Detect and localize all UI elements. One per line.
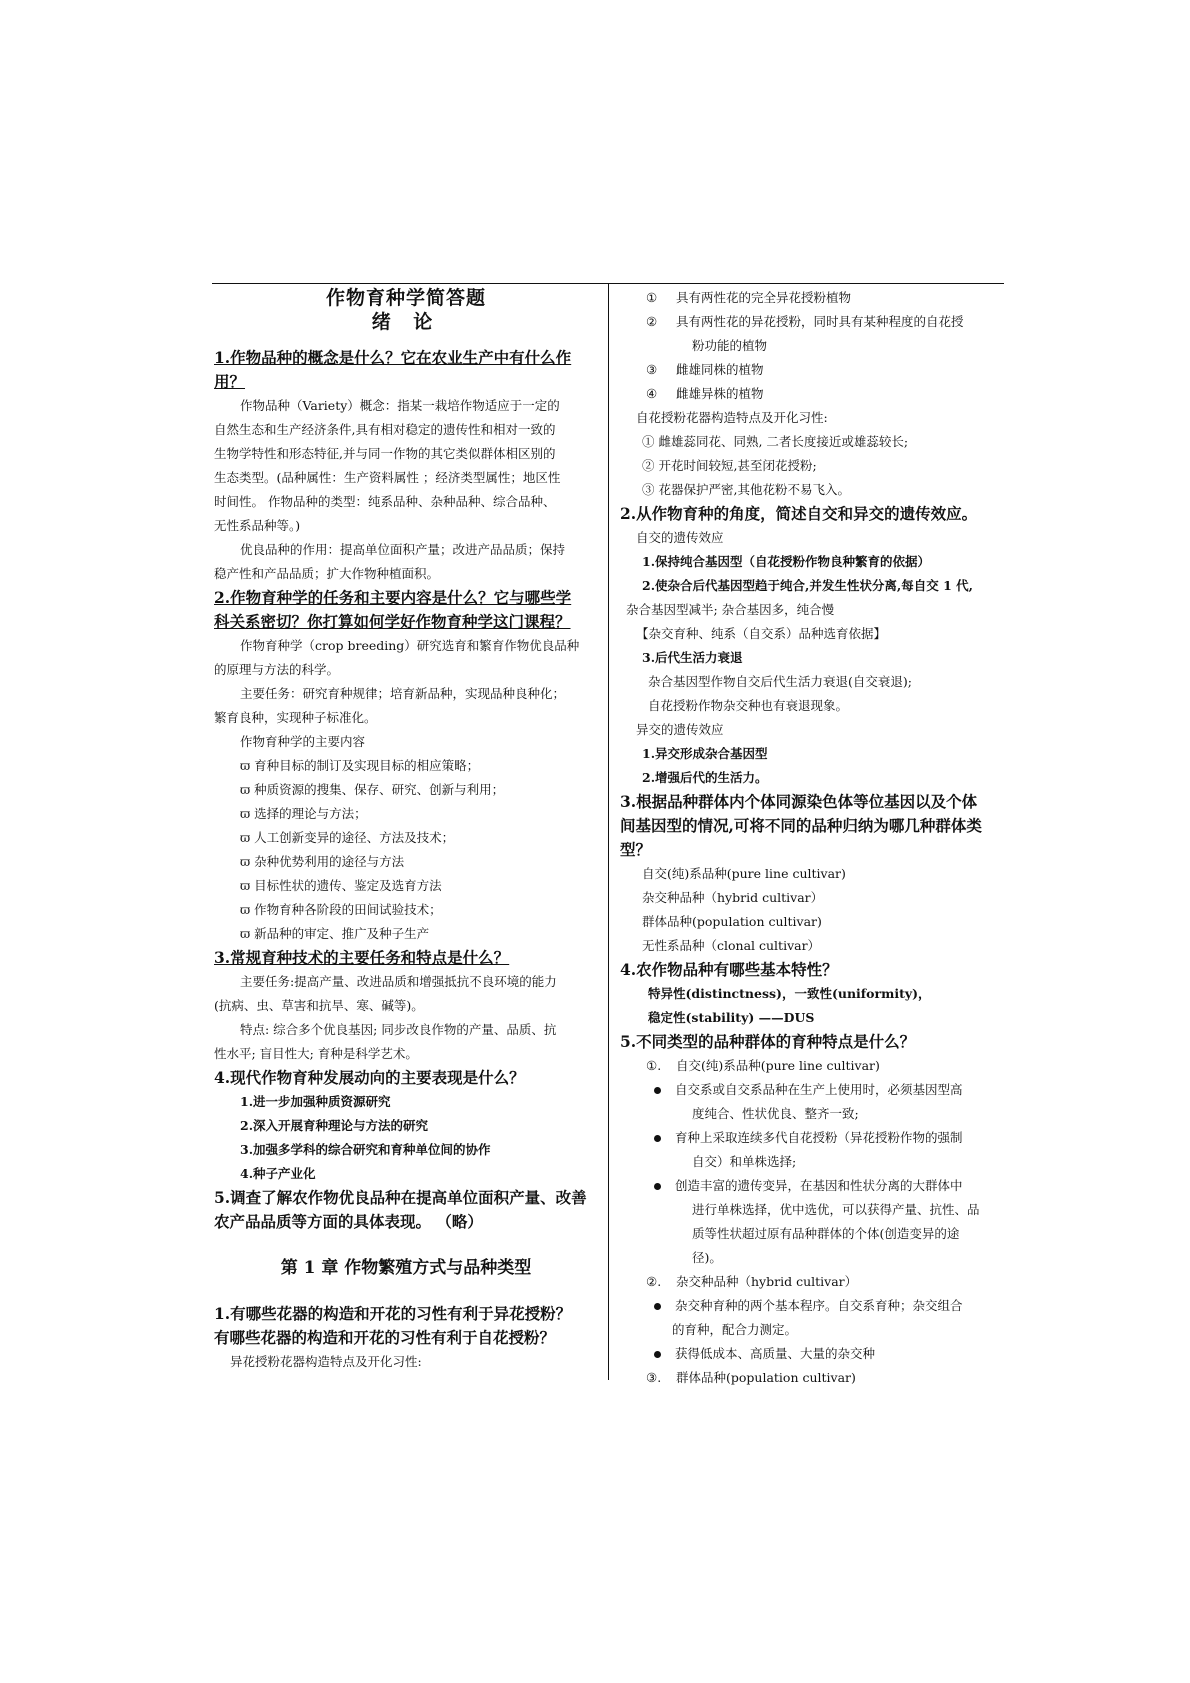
line-text: 2.深入开展育种理论与方法的研究	[240, 1118, 429, 1133]
line-text: 性水平; 盲目性大; 育种是科学艺术。	[214, 1046, 418, 1061]
line-text: 粉功能的植物	[692, 338, 768, 353]
chapter-heading	[214, 1256, 598, 1280]
text-line	[214, 394, 598, 418]
line-text: ③ 花器保护严密,其他花粉不易飞入。	[642, 482, 850, 497]
text-line	[214, 562, 598, 586]
line-text: 获得低成本、高质量、大量的杂交种	[675, 1346, 876, 1361]
line-text: 育种上采取连续多代自花授粉（异花授粉作物的强制	[675, 1130, 963, 1145]
text-line	[620, 622, 1008, 646]
line-text: 第 1 章 作物繁殖方式与品种类型	[280, 1258, 532, 1278]
text-line	[214, 490, 598, 514]
line-text: 特点: 综合多个优良基因; 同步改良作物的产量、品质、抗	[240, 1022, 557, 1037]
line-text: 具有两性花的完全异花授粉植物	[676, 290, 852, 305]
text-line	[214, 538, 598, 562]
question-heading	[214, 1066, 598, 1090]
line-text: 绪 论	[371, 311, 441, 333]
line-text: 2.使杂合后代基因型趋于纯合,并发生性状分离,每自交 1 代,	[642, 578, 974, 593]
line-text: 自交系或自交系品种在生产上使用时，必须基因型高	[675, 1082, 963, 1097]
line-text: 科关系密切？你打算如何学好作物育种学这门课程？	[214, 612, 571, 631]
text-line	[620, 1342, 1008, 1366]
line-text: 繁育良种，实现种子标准化。	[214, 710, 377, 725]
line-text: 雌雄异株的植物	[676, 386, 764, 401]
text-line	[620, 550, 1008, 574]
text-line	[620, 934, 1008, 958]
right-column	[620, 286, 1008, 1390]
line-text: 1.异交形成杂合基因型	[642, 746, 768, 761]
text-line	[620, 1054, 1008, 1078]
line-text: ϖ 选择的理论与方法；	[240, 806, 367, 821]
text-line	[620, 406, 1008, 430]
line-text: 杂交种品种（hybrid cultivar）	[642, 890, 824, 905]
text-line	[214, 706, 598, 730]
line-text: 杂合基因型减半; 杂合基因多，纯合慢	[626, 602, 835, 617]
text-line	[620, 382, 1008, 406]
question-heading	[214, 1302, 598, 1326]
text-line	[214, 634, 598, 658]
line-text: 5.不同类型的品种群体的育种特点是什么？	[620, 1032, 916, 1051]
list-marker: ②.	[646, 1274, 662, 1289]
text-line	[620, 886, 1008, 910]
line-text: ① 雌雄蕊同花、同熟, 二者长度接近或雄蕊较长;	[642, 434, 909, 449]
line-text: 质等性状超过原有品种群体的个体(创造变异的途	[692, 1226, 960, 1241]
text-line	[620, 982, 1008, 1006]
text-line	[214, 922, 598, 946]
text-line	[620, 1318, 1008, 1342]
line-text: 自花授粉作物杂交种也有衰退现象。	[648, 698, 849, 713]
line-text: ϖ 杂种优势利用的途径与方法	[240, 854, 405, 869]
line-text: 自交(纯)系品种(pure line cultivar)	[676, 1058, 880, 1073]
line-text: 主要任务：研究育种规律；培育新品种，实现品种良种化；	[240, 686, 566, 701]
line-text: 稳定性(stability) ——DUS	[648, 1010, 815, 1025]
line-text: 2.作物育种学的任务和主要内容是什么？它与哪些学	[214, 588, 572, 607]
line-text: 时间性。 作物品种的类型：纯系品种、杂种品种、综合品种、	[214, 494, 556, 509]
line-text: ϖ 新品种的审定、推广及种子生产	[240, 926, 430, 941]
text-line	[620, 646, 1008, 670]
spacer	[214, 1234, 598, 1256]
line-text: 群体品种(population cultivar)	[676, 1370, 856, 1385]
question-heading	[620, 790, 1008, 814]
line-text: 进行单株选择，优中选优，可以获得产量、抗性、品	[692, 1202, 980, 1217]
text-line	[214, 682, 598, 706]
line-text: 自花授粉花器构造特点及开化习性:	[636, 410, 828, 425]
text-line	[214, 1162, 598, 1186]
text-line	[214, 1018, 598, 1042]
text-line	[214, 514, 598, 538]
line-text: 稳产性和产品品质；扩大作物种植面积。	[214, 566, 440, 581]
text-line	[620, 1102, 1008, 1126]
question-heading	[214, 346, 598, 370]
line-text: 间基因型的情况,可将不同的品种归纳为哪几种群体类	[620, 816, 982, 835]
page-title	[214, 286, 598, 310]
line-text: 2.增强后代的生活力。	[642, 770, 768, 785]
text-line	[620, 1126, 1008, 1150]
left-column	[214, 286, 598, 1374]
text-line	[214, 802, 598, 826]
question-heading	[214, 586, 598, 610]
spacer	[214, 334, 598, 346]
line-text: 具有两性花的异花授粉，同时具有某种程度的自花授	[676, 314, 964, 329]
bullet-icon	[654, 1303, 661, 1310]
text-line	[214, 658, 598, 682]
text-line	[620, 358, 1008, 382]
line-text: 杂合基因型作物自交后代生活力衰退(自交衰退);	[648, 674, 912, 689]
line-text: 度纯合、性状优良、整齐一致;	[692, 1106, 859, 1121]
line-text: ϖ 育种目标的制订及实现目标的相应策略；	[240, 758, 480, 773]
line-text: 作物育种学的主要内容	[240, 734, 366, 749]
line-text: 1.有哪些花器的构造和开花的习性有利于异花授粉？	[214, 1304, 572, 1323]
text-line	[214, 1114, 598, 1138]
bullet-icon	[654, 1087, 661, 1094]
text-line	[620, 478, 1008, 502]
line-text: 的育种，配合力测定。	[672, 1322, 798, 1337]
line-text: ϖ 种质资源的搜集、保存、研究、创新与利用；	[240, 782, 505, 797]
line-text: 自交）和单株选择;	[692, 1154, 797, 1169]
question-heading	[620, 1030, 1008, 1054]
text-line	[620, 1270, 1008, 1294]
text-line	[620, 1174, 1008, 1198]
text-line	[620, 1222, 1008, 1246]
question-heading	[620, 502, 1008, 526]
text-line	[214, 898, 598, 922]
line-text: ϖ 作物育种各阶段的田间试验技术；	[240, 902, 442, 917]
text-line	[620, 862, 1008, 886]
line-text: 杂交种育种的两个基本程序。自交系育种；杂交组合	[675, 1298, 963, 1313]
text-line	[214, 970, 598, 994]
line-text: 1.保持纯合基因型（自花授粉作物良种繁育的依据）	[642, 554, 931, 569]
text-line	[214, 1138, 598, 1162]
line-text: 2.从作物育种的角度，简述自交和异交的遗传效应。	[620, 504, 978, 523]
text-line	[214, 850, 598, 874]
line-text: 【杂交育种、纯系（自交系）品种选育依据】	[636, 626, 887, 641]
bullet-icon	[654, 1135, 661, 1142]
text-line	[620, 670, 1008, 694]
text-line	[214, 1042, 598, 1066]
line-text: 4.现代作物育种发展动向的主要表现是什么？	[214, 1068, 525, 1087]
question-heading	[214, 610, 598, 634]
question-heading	[214, 946, 598, 970]
line-text: 5.调查了解农作物优良品种在提高单位面积产量、改善	[214, 1188, 587, 1207]
line-text: 4.农作物品种有哪些基本特性？	[620, 960, 838, 979]
line-text: 生物学特性和形态特征,并与同一作物的其它类似群体相区别的	[214, 446, 556, 461]
text-line	[620, 430, 1008, 454]
line-text: (抗病、虫、草害和抗旱、寒、碱等)。	[214, 998, 424, 1013]
line-text: 异交的遗传效应	[636, 722, 724, 737]
line-text: 自交(纯)系品种(pure line cultivar)	[642, 866, 846, 881]
line-text: 自交的遗传效应	[636, 530, 724, 545]
text-line	[620, 598, 1008, 622]
line-text: 群体品种(population cultivar)	[642, 914, 822, 929]
line-text: 作物育种学（crop breeding）研究选育和繁育作物优良品种	[240, 638, 580, 653]
line-text: 3.常规育种技术的主要任务和特点是什么？	[214, 948, 510, 967]
text-line	[214, 778, 598, 802]
line-text: 农产品品质等方面的具体表现。 （略）	[214, 1212, 483, 1231]
spacer	[214, 1280, 598, 1302]
line-text: 1.作物品种的概念是什么？它在农业生产中有什么作	[214, 348, 572, 367]
text-line	[620, 334, 1008, 358]
line-text: 无性系品种等。)	[214, 518, 301, 533]
text-line	[214, 1350, 598, 1374]
line-text: 径)。	[692, 1250, 722, 1265]
text-line	[620, 910, 1008, 934]
line-text: 雌雄同株的植物	[676, 362, 764, 377]
text-line	[620, 1150, 1008, 1174]
question-heading	[214, 1186, 598, 1210]
line-text: 1.进一步加强种质资源研究	[240, 1094, 391, 1109]
text-line	[620, 1366, 1008, 1390]
question-heading	[214, 1326, 598, 1350]
list-marker: ③.	[646, 1370, 662, 1385]
line-text: 生态类型。(品种属性：生产资料属性 ；经济类型属性；地区性	[214, 470, 561, 485]
text-line	[620, 718, 1008, 742]
text-line	[214, 826, 598, 850]
line-text: 杂交种品种（hybrid cultivar）	[676, 1274, 858, 1289]
text-line	[620, 1078, 1008, 1102]
text-line	[620, 742, 1008, 766]
text-line	[214, 466, 598, 490]
line-text: 无性系品种（clonal cultivar）	[642, 938, 821, 953]
question-heading	[214, 370, 598, 394]
line-text: 型？	[620, 840, 652, 859]
text-line	[620, 1294, 1008, 1318]
text-line	[620, 766, 1008, 790]
list-marker: ①	[646, 290, 658, 305]
line-text: 主要任务:提高产量、改进品质和增强抵抗不良环境的能力	[240, 974, 557, 989]
text-line	[214, 730, 598, 754]
line-text: ϖ 目标性状的遗传、鉴定及选育方法	[240, 878, 442, 893]
line-text: 特异性(distinctness)，一致性(uniformity)，	[648, 986, 931, 1001]
text-line	[214, 1090, 598, 1114]
line-text: 4.种子产业化	[240, 1166, 316, 1181]
text-line	[620, 694, 1008, 718]
text-line	[620, 574, 1008, 598]
question-heading	[620, 814, 1008, 838]
text-line	[620, 1198, 1008, 1222]
bullet-icon	[654, 1183, 661, 1190]
line-text: 作物品种（Variety）概念：指某一栽培作物适应于一定的	[240, 398, 560, 413]
page-title	[214, 310, 598, 334]
column-divider	[608, 284, 609, 1380]
line-text: 作物育种学简答题	[325, 287, 486, 309]
text-line	[214, 754, 598, 778]
question-heading	[620, 958, 1008, 982]
list-marker: ③	[646, 362, 658, 377]
line-text: 3.加强多学科的综合研究和育种单位间的协作	[240, 1142, 491, 1157]
list-marker: ①.	[646, 1058, 662, 1073]
line-text: 3.后代生活力衰退	[642, 650, 743, 665]
text-line	[214, 994, 598, 1018]
list-marker: ②	[646, 314, 658, 329]
line-text: ϖ 人工创新变异的途径、方法及技术；	[240, 830, 455, 845]
text-line	[620, 1006, 1008, 1030]
line-text: 用？	[214, 372, 246, 391]
list-marker: ④	[646, 386, 658, 401]
line-text: 3.根据品种群体内个体同源染色体等位基因以及个体	[620, 792, 978, 811]
question-heading	[620, 838, 1008, 862]
line-text: 创造丰富的遗传变异，在基因和性状分离的大群体中	[675, 1178, 963, 1193]
question-heading	[214, 1210, 598, 1234]
bullet-icon	[654, 1351, 661, 1358]
line-text: 异花授粉花器构造特点及开化习性:	[230, 1354, 422, 1369]
line-text: 的原理与方法的科学。	[214, 662, 340, 677]
line-text: 有哪些花器的构造和开花的习性有利于自花授粉？	[214, 1328, 556, 1347]
line-text: 自然生态和生产经济条件,具有相对稳定的遗传性和相对一致的	[214, 422, 556, 437]
line-text: ② 开花时间较短,甚至闭花授粉;	[642, 458, 817, 473]
text-line	[214, 442, 598, 466]
text-line	[620, 454, 1008, 478]
text-line	[214, 418, 598, 442]
text-line	[620, 1246, 1008, 1270]
text-line	[620, 286, 1008, 310]
text-line	[620, 310, 1008, 334]
text-line	[214, 874, 598, 898]
text-line	[620, 526, 1008, 550]
line-text: 优良品种的作用：提高单位面积产量；改进产品品质；保持	[240, 542, 566, 557]
